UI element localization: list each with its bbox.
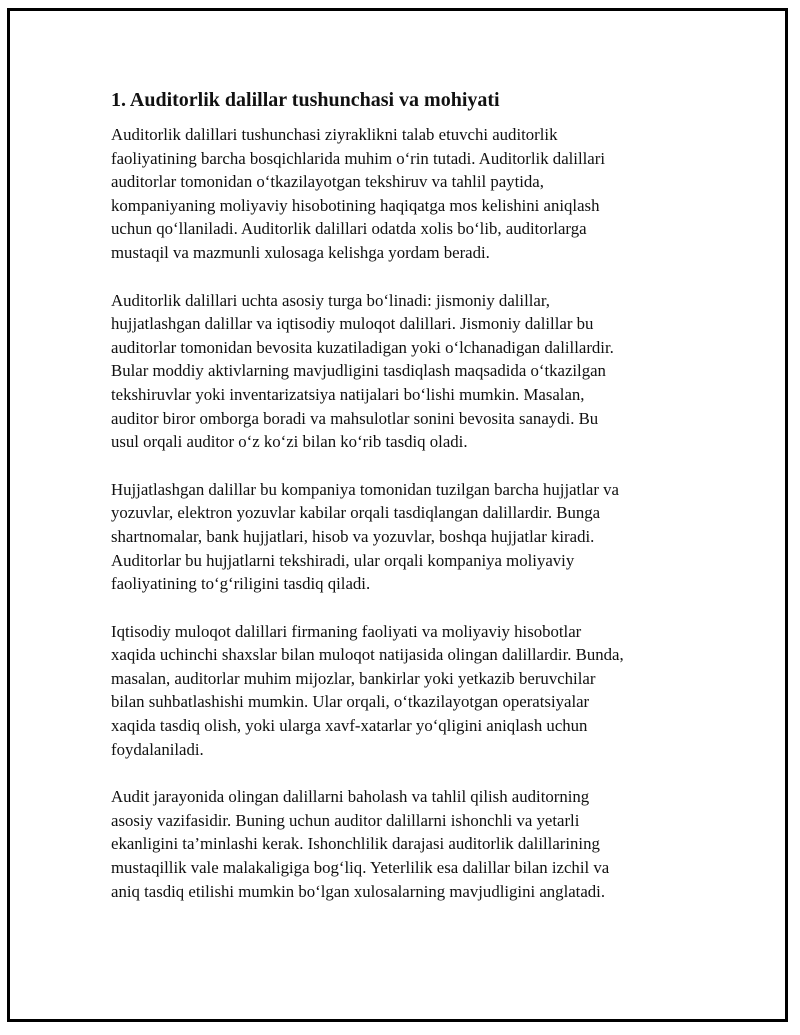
text-line: auditor biror omborga boradi va mahsulotlar sonini bevosita sanaydi. Bu xyxy=(111,408,599,428)
paragraph-documented xyxy=(111,478,686,596)
text-line: faoliyatining to‘g‘riligini tasdiq qiladi. xyxy=(111,574,371,594)
text-line: auditorlar tomonidan o‘tkazilayotgan tekshiruv va tahlil paytida, xyxy=(111,172,544,192)
text-line: auditorlar tomonidan bevosita kuzatiladigan yoki o‘lchanadigan dalillardir. xyxy=(111,337,614,357)
text-line: Auditorlik dalillari tushunchasi ziyraklikni talab etuvchi auditorlik xyxy=(111,125,558,144)
text-line: uchun qo‘llaniladi. Auditorlik dalillari odatda xolis bo‘lib, auditorlarga xyxy=(111,219,587,239)
text-line: mustaqillik vale malakaligiga bog‘liq. Yeterlilik esa dalillar bilan izchil va xyxy=(111,858,610,878)
text-line: Auditorlik dalillari uchta asosiy turga bo‘linadi: jismoniy dalillar, xyxy=(111,290,550,310)
text-line: Iqtisodiy muloqot dalillari firmaning faoliyati va moliyaviy hisobotlar xyxy=(111,621,582,641)
document-body xyxy=(111,88,686,927)
text-line: Auditorlar bu hujjatlarni tekshiradi, ular orqali kompaniya moliyaviy xyxy=(111,550,575,570)
text-line: foydalaniladi. xyxy=(111,739,204,759)
text-line: tekshiruvlar yoki inventarizatsiya natijalari bo‘lishi mumkin. Masalan, xyxy=(111,384,585,404)
text-line: Audit jarayonida olingan dalillarni baholash va tahlil qilish auditorning xyxy=(111,787,590,807)
text-line: mustaqil va mazmunli xulosaga kelishga yordam beradi. xyxy=(111,242,490,262)
text-line: yozuvlar, elektron yozuvlar kabilar orqali tasdiqlangan dalillardir. Bunga xyxy=(111,503,601,523)
paragraph-definition xyxy=(111,123,686,265)
text-line: usul orqali auditor o‘z ko‘zi bilan ko‘rib tasdiq oladi. xyxy=(111,432,468,452)
text-line: xaqida uchinchi shaxslar bilan muloqot natijasida olingan dalillardir. Bunda, xyxy=(111,645,624,665)
text-line: asosiy vazifasidir. Buning uchun auditor dalillarni ishonchli va yetarli xyxy=(111,810,580,830)
paragraph-evaluation xyxy=(111,785,686,903)
text-line: Hujjatlashgan dalillar bu kompaniya tomonidan tuzilgan barcha hujjatlar va xyxy=(111,479,619,499)
text-line: aniq tasdiq etilishi mumkin bo‘lgan xulosalarning mavjudligini anglatadi. xyxy=(111,881,606,901)
text-line: xaqida tasdiq olish, yoki ularga xavf-xatarlar yo‘qligini aniqlash uchun xyxy=(111,716,588,736)
text-line: hujjatlashgan dalillar va iqtisodiy muloqot dalillari. Jismoniy dalillar bu xyxy=(111,314,594,334)
section-title: 1. Auditorlik dalillar tushunchasi va mohiyati xyxy=(111,89,500,111)
text-line: faoliyatining barcha bosqichlarida muhim o‘rin tutadi. Auditorlik dalillari xyxy=(111,148,605,168)
paragraph-types xyxy=(111,289,686,454)
text-line: Bular moddiy aktivlarning mavjudligini tasdiqlash maqsadida o‘tkazilgan xyxy=(111,361,606,381)
text-line: masalan, auditorlar muhim mijozlar, bankirlar yoki yetkazib beruvchilar xyxy=(111,668,596,688)
text-line: ekanligini ta’minlashi kerak. Ishonchlilik darajasi auditorlik dalillarining xyxy=(111,834,600,854)
paragraph-economic xyxy=(111,620,686,762)
text-line: shartnomalar, bank hujjatlari, hisob va yozuvlar, boshqa hujjatlar kiradi. xyxy=(111,526,595,546)
text-line: bilan suhbatlashishi mumkin. Ular orqali, o‘tkazilayotgan operatsiyalar xyxy=(111,692,590,712)
text-line: kompaniyaning moliyaviy hisobotining haqiqatga mos kelishini aniqlash xyxy=(111,195,600,215)
